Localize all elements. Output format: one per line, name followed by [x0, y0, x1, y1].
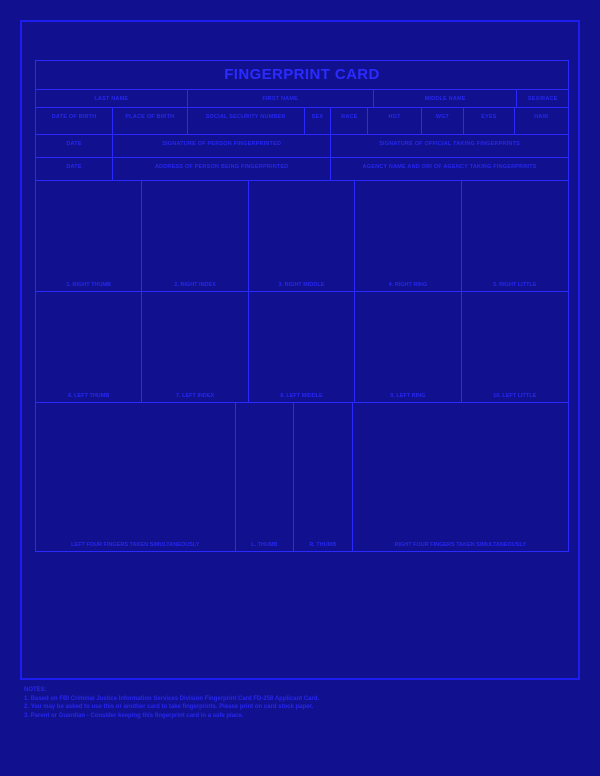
- field-label-sex: SEX: [305, 108, 332, 134]
- fingerprint-label: 9. LEFT RING: [390, 393, 426, 399]
- fingerprint-label: 10. LEFT LITTLE: [493, 393, 537, 399]
- left-four-fingers-box: [36, 403, 236, 551]
- field-label-hair: HAIR: [534, 114, 549, 120]
- fingerprint-box: [462, 181, 568, 291]
- right-four-fingers-label: RIGHT FOUR FINGERS TAKEN SIMULTANEOUSLY: [394, 542, 526, 548]
- field-label-date-2: DATE: [36, 158, 113, 180]
- fingerprint-label: 8. LEFT MIDDLE: [280, 393, 323, 399]
- fingerprint-label: 5. RIGHT LITTLE: [493, 282, 537, 288]
- fingerprint-label: 3. RIGHT MIDDLE: [278, 282, 325, 288]
- field-label-address-person: ADDRESS OF PERSON BEING FINGERPRINTED: [113, 158, 331, 180]
- fingerprint-label: 1. RIGHT THUMB: [66, 282, 111, 288]
- field-label-weight: WGT: [422, 108, 465, 134]
- fingerprint-label: 6. LEFT THUMB: [68, 393, 110, 399]
- field-label-height: HGT: [368, 108, 421, 134]
- signature-row-1: [36, 135, 568, 158]
- field-label-agency-name-ori: AGENCY NAME AND ORI OF AGENCY TAKING FINGERPRINTS: [362, 164, 537, 170]
- fingerprint-box: [355, 292, 461, 402]
- notes-line: 2. You may be asked to use this or another card to take fingerprints. Please print on card stock paper.: [24, 704, 314, 711]
- field-label-date-1: DATE: [36, 135, 113, 157]
- fingerprint-row-right: [36, 181, 568, 292]
- right-four-fingers-box: [353, 403, 568, 551]
- field-label-date-of-birth: DATE OF BIRTH: [36, 108, 113, 134]
- fingerprint-box: [36, 292, 142, 402]
- simultaneous-impressions-row: [36, 403, 568, 551]
- field-label-sex-race: SEX/RACE: [527, 96, 558, 102]
- identity-row: [36, 108, 568, 135]
- left-thumb-label: L. THUMB: [251, 542, 278, 548]
- field-label-signature-person: SIGNATURE OF PERSON FINGERPRINTED: [113, 135, 331, 157]
- fingerprint-box: [462, 292, 568, 402]
- field-label-eyes: EYES: [464, 108, 515, 134]
- document-page: [20, 20, 580, 680]
- notes-section: [24, 686, 544, 721]
- field-label-place-of-birth: PLACE OF BIRTH: [113, 108, 187, 134]
- notes-line: 1. Based on FBI Criminal Justice Information Services Division Fingerprint Card FD-258 Applicant Card.: [24, 695, 320, 702]
- field-label-signature-official: SIGNATURE OF OFFICIAL TAKING FINGERPRINTS: [379, 141, 520, 147]
- fingerprint-box: [249, 292, 355, 402]
- right-thumb-box: [294, 403, 353, 551]
- fingerprint-label: 7. LEFT INDEX: [175, 393, 215, 399]
- fingerprint-box: [249, 181, 355, 291]
- left-thumb-box: [236, 403, 295, 551]
- field-label-middle-name: MIDDLE NAME: [374, 90, 518, 107]
- name-header-row: [36, 90, 568, 108]
- field-label-race: RACE: [331, 108, 368, 134]
- notes-heading: NOTES:: [24, 687, 47, 693]
- signature-row-2: [36, 158, 568, 181]
- right-thumb-label: R. THUMB: [309, 542, 337, 548]
- fingerprint-box: [355, 181, 461, 291]
- notes-line: 3. Parent or Guardian - Consider keeping this fingerprint card in a safe place.: [24, 713, 244, 720]
- fingerprint-box: [36, 181, 142, 291]
- fingerprint-label: 2. RIGHT INDEX: [174, 282, 216, 288]
- field-label-first-name: FIRST NAME: [188, 90, 374, 107]
- fingerprint-box: [142, 292, 248, 402]
- fingerprint-card: [35, 60, 569, 552]
- fingerprint-label: 4. RIGHT RING: [388, 282, 428, 288]
- fingerprint-box: [142, 181, 248, 291]
- page-title: FINGERPRINT CARD: [36, 61, 568, 90]
- field-label-social-security-number: SOCIAL SECURITY NUMBER: [188, 108, 305, 134]
- left-four-fingers-label: LEFT FOUR FINGERS TAKEN SIMULTANEOUSLY: [71, 542, 200, 548]
- fingerprint-row-left: [36, 292, 568, 403]
- field-label-last-name: LAST NAME: [36, 90, 188, 107]
